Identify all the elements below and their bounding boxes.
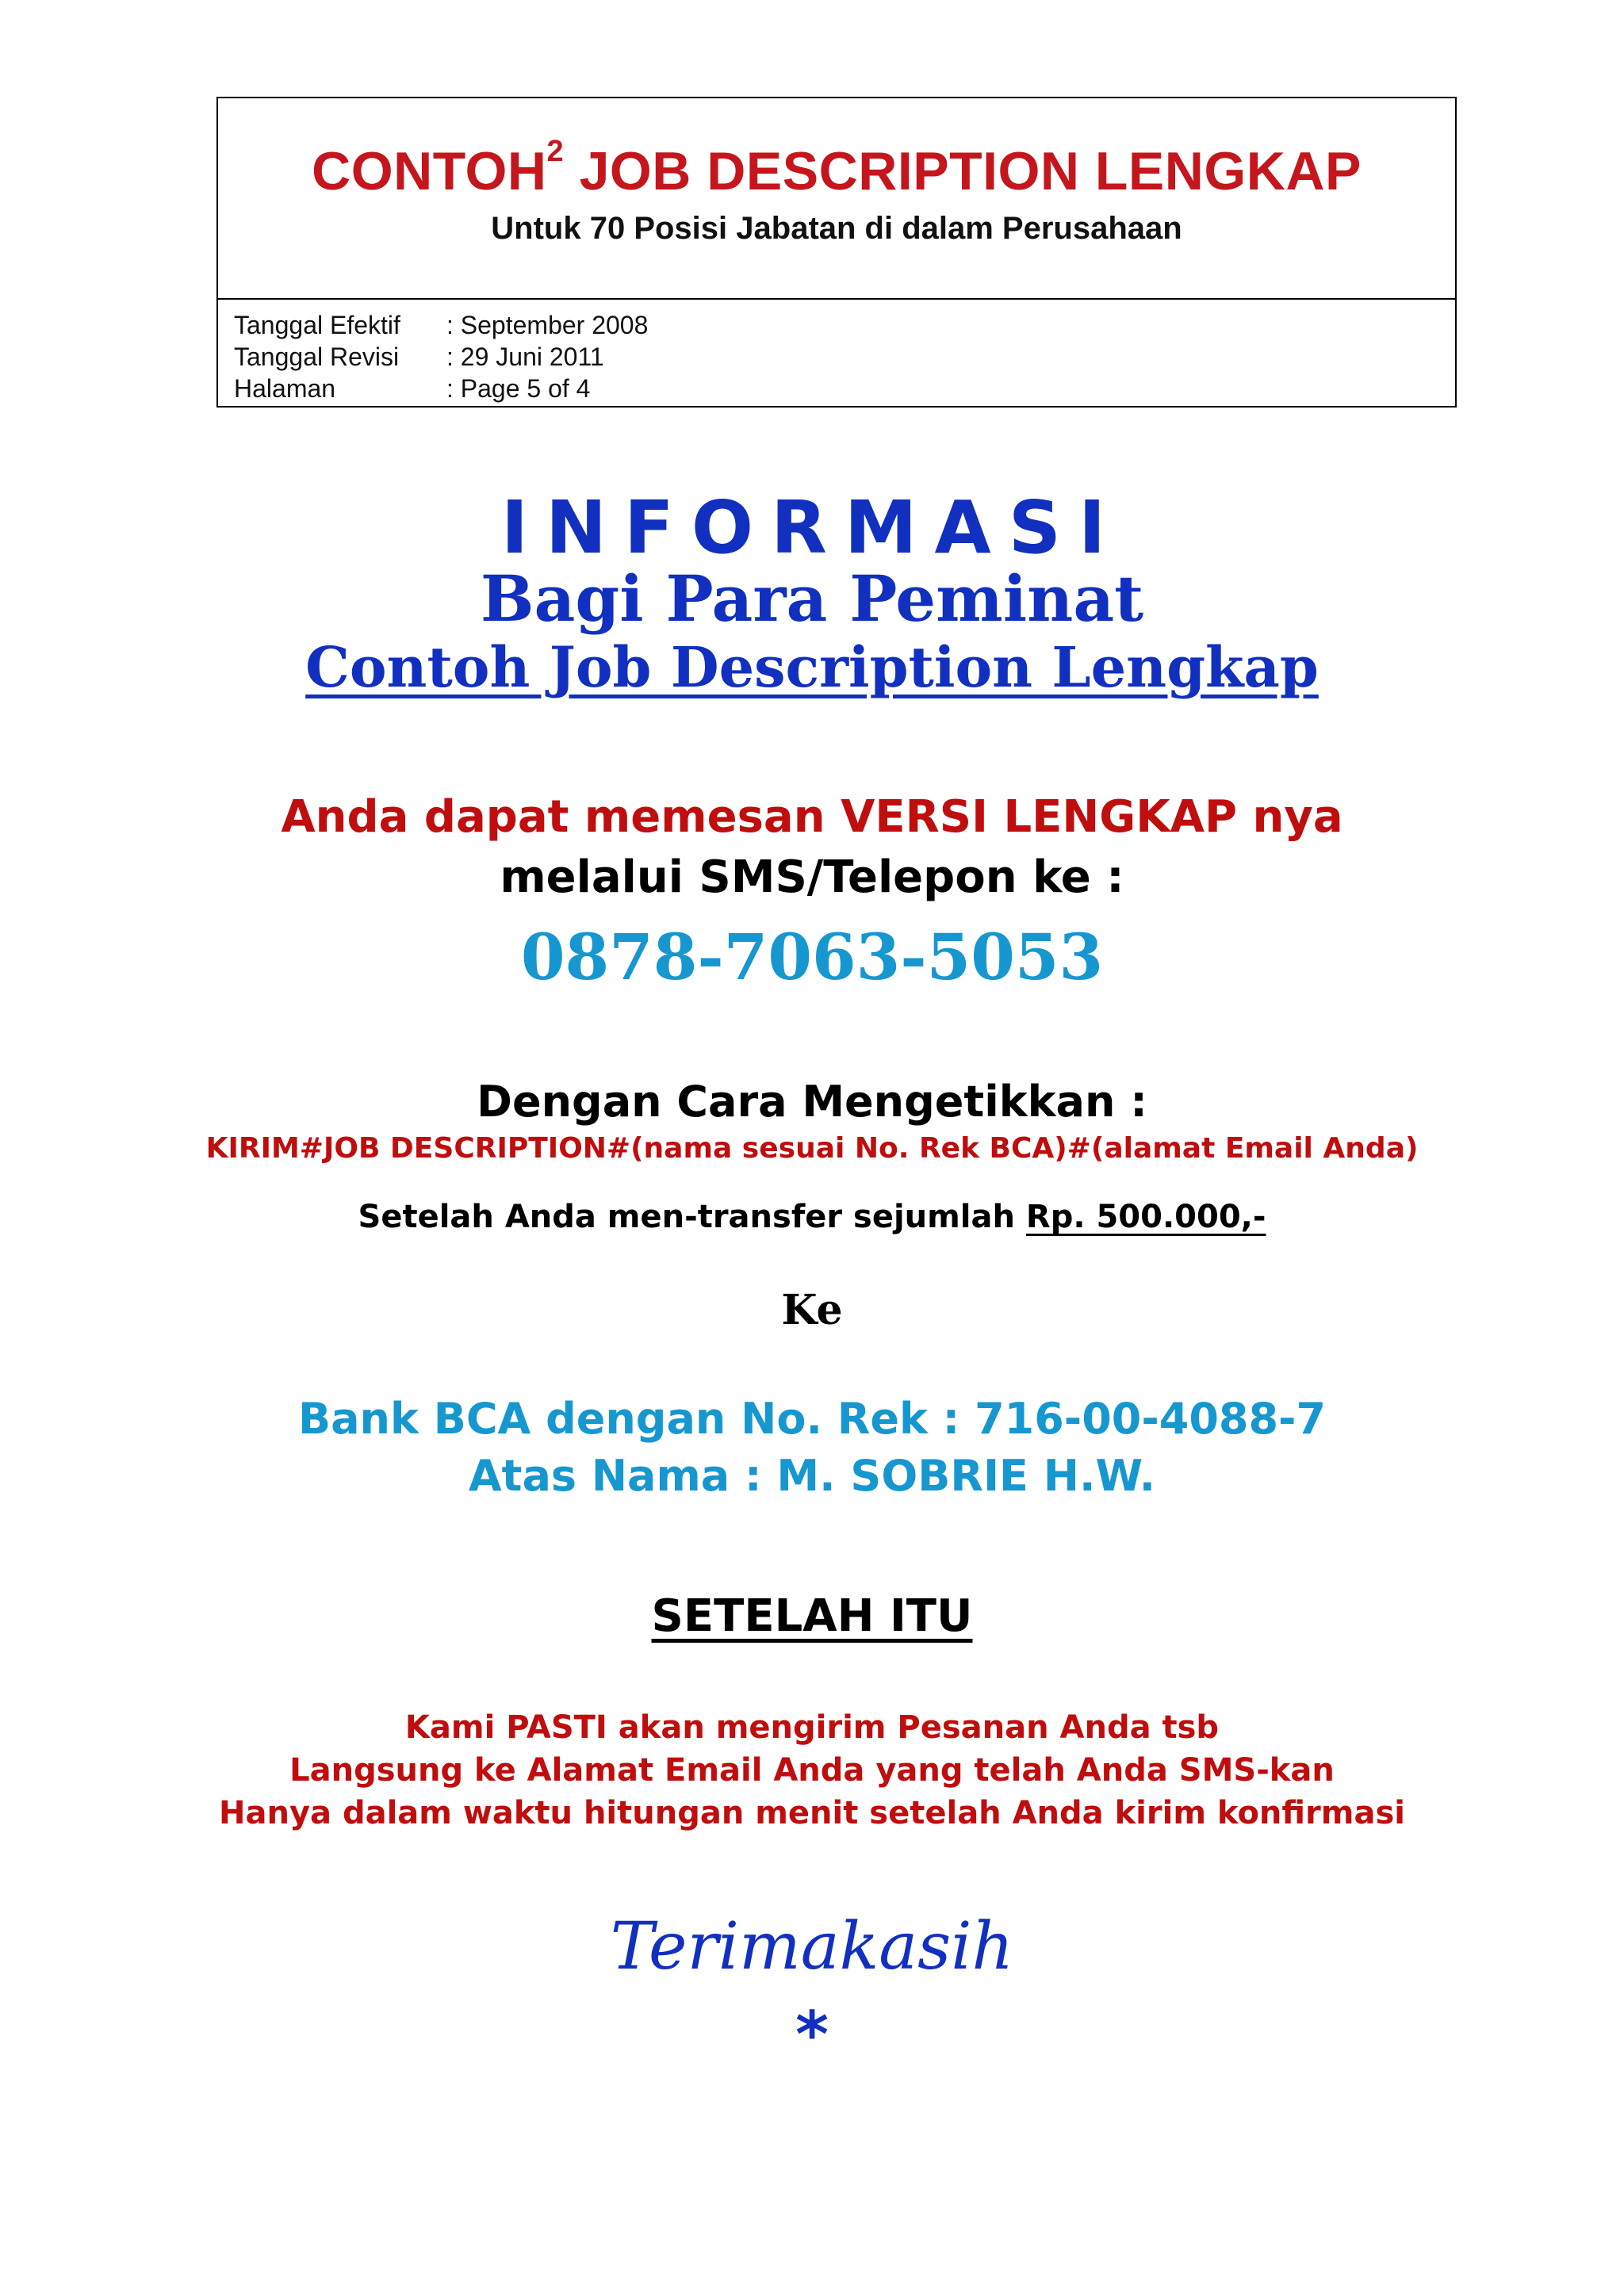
info-heading: INFORMASI	[500, 485, 1124, 570]
title-superscript: 2	[546, 135, 565, 168]
bank-account-name: Atas Nama : M. SOBRIE H.W.	[468, 1451, 1156, 1501]
meta-page: Halaman : Page 5 of 4	[234, 374, 591, 403]
document-subtitle: Untuk 70 Posisi Jabatan di dalam Perusahaan	[491, 211, 1182, 246]
order-line2: melalui SMS/Telepon ke :	[500, 851, 1124, 903]
info-line1: Bagi Para Peminat	[480, 561, 1144, 636]
sms-format: KIRIM#JOB DESCRIPTION#(nama sesuai No. Rek BCA)#(alamat Email Anda)	[205, 1132, 1419, 1165]
after-line2: Langsung ke Alamat Email Anda yang telah Anda SMS-kan	[289, 1752, 1335, 1789]
closing-star: *	[795, 1998, 829, 2072]
info-line2: Contoh Job Description Lengkap	[305, 634, 1319, 700]
after-line3: Hanya dalam waktu hitungan menit setelah Anda kirim konfirmasi	[219, 1795, 1405, 1831]
header-title-block	[218, 98, 1455, 300]
thanks-text: Terimakasih	[610, 1909, 1014, 1984]
ke-label: Ke	[781, 1286, 843, 1334]
method-heading: Dengan Cara Mengetikkan :	[477, 1077, 1147, 1127]
meta-effective-date: Tanggal Efektif : September 2008	[234, 311, 649, 339]
after-line1: Kami PASTI akan mengirim Pesanan Anda tsb	[404, 1709, 1220, 1746]
phone-number: 0878-7063-5053	[520, 920, 1104, 994]
document-meta	[218, 300, 1455, 404]
transfer-amount: Rp. 500.000,-	[1025, 1199, 1266, 1235]
document-title: CONTOH$^2$ JOB DESCRIPTION LENGKAP	[312, 135, 1362, 201]
after-heading: SETELAH ITU	[651, 1590, 973, 1642]
meta-revision-date: Tanggal Revisi : 29 Juni 2011	[234, 342, 604, 371]
transfer-line: Setelah Anda men-transfer sejumlah Rp. 500.000,-	[358, 1199, 1266, 1235]
order-line1: Anda dapat memesan VERSI LENGKAP nya	[281, 791, 1343, 843]
bank-account: Bank BCA dengan No. Rek : 716-00-4088-7	[297, 1394, 1327, 1444]
document-header	[216, 97, 1457, 408]
